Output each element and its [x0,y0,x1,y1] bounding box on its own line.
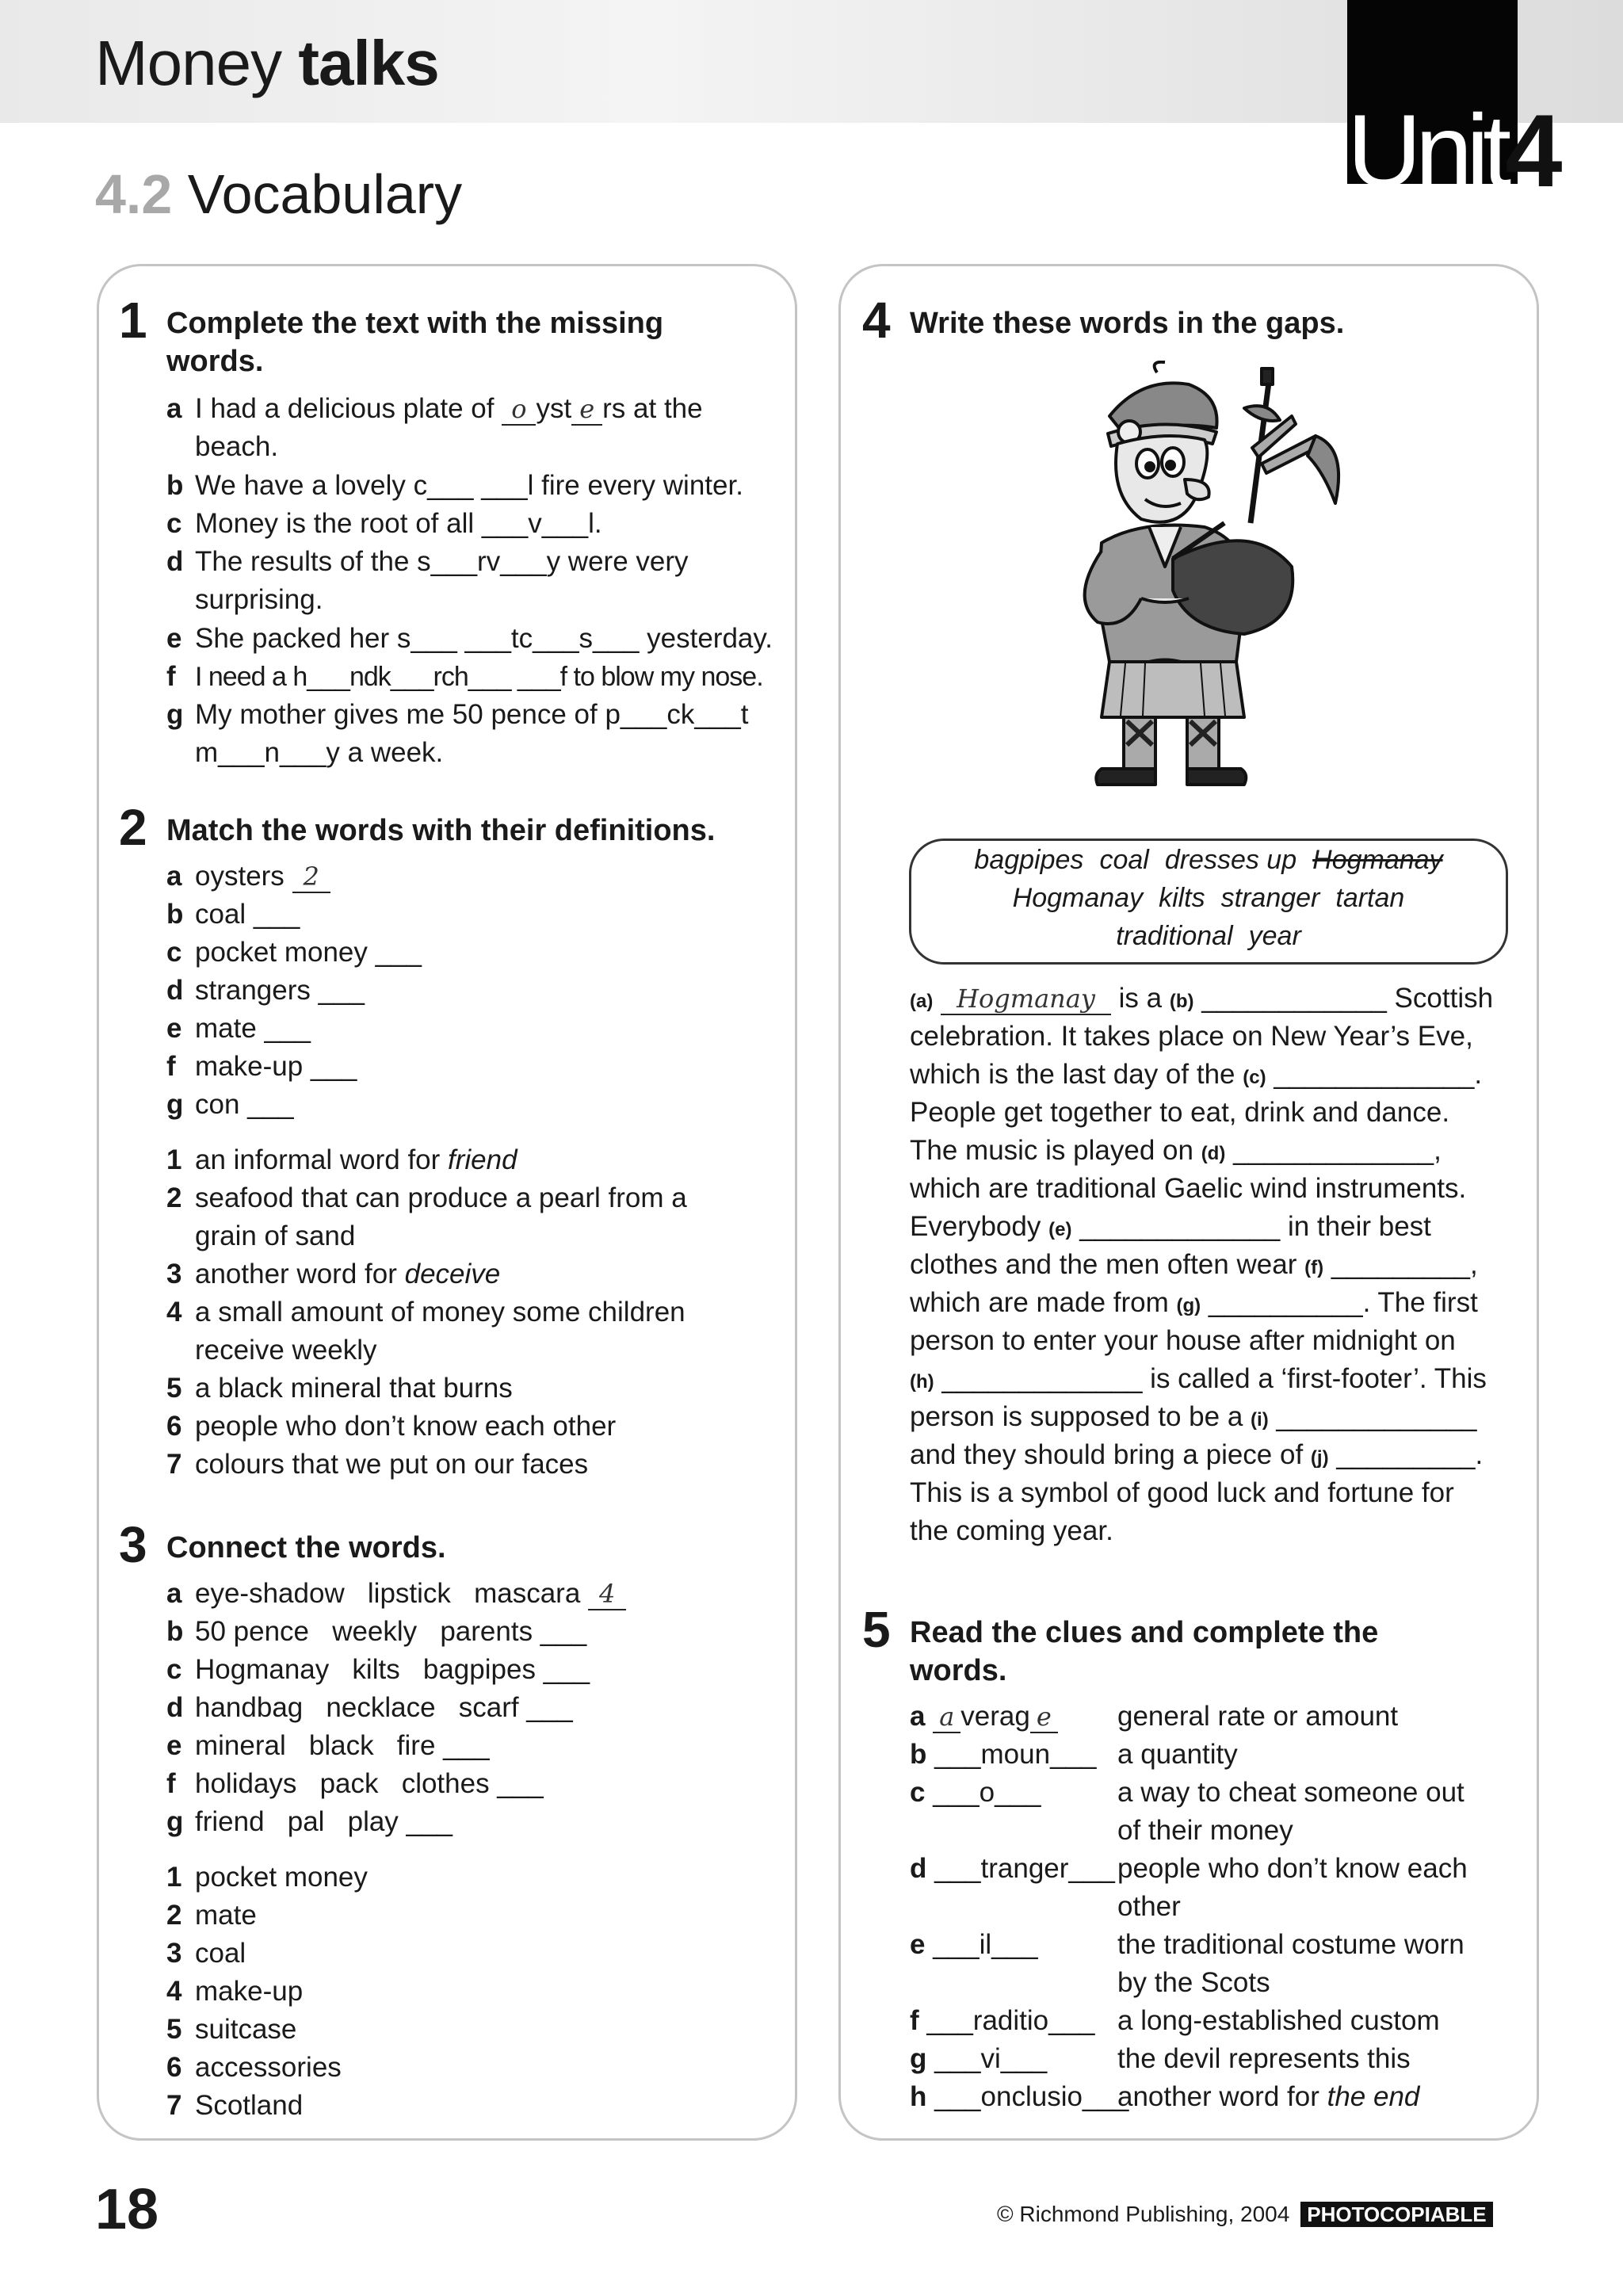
ex1-instruction: Complete the text with the missing words. [166,307,664,378]
ex4-word-box: bagpipes coal dresses up Hogmanay Hogmanay kilts stranger tartan traditional year [909,839,1508,965]
ex1-answer-2[interactable]: e [571,394,602,426]
struck-word: Hogmanay [1312,845,1443,875]
ex2-word-g[interactable]: con ___ [195,1089,294,1120]
ex3-option-5: suitcase [195,2014,297,2045]
ex4-number: 4 [862,292,891,349]
ex5-clue-b: a quantity [1117,1739,1238,1770]
ex4-gap-j[interactable]: _________. [1336,1439,1484,1470]
ex3-option-4: make-up [195,1976,304,2007]
bagpiper-illustration [1054,361,1355,804]
ex3-option-6: accessories [195,2052,342,2083]
ex2-def-2: seafood that can produce a pearl from a [195,1182,687,1213]
ex2-word-f[interactable]: make-up ___ [195,1051,357,1082]
ex5-clue-d: people who don’t know each [1117,1853,1468,1884]
ex2-def-6: people who don’t know each other [195,1411,617,1442]
page-title: Money talks [95,28,439,98]
ex4-gap-d[interactable]: _____________, [1233,1135,1442,1166]
ex3-option-7: Scotland [195,2090,304,2121]
ex1-answer-1[interactable]: o [502,394,536,426]
ex3-group-e[interactable]: mineral black fire ___ [195,1730,490,1761]
ex5-clue-e: the traditional costume worn [1117,1929,1465,1960]
ex5-word-g[interactable]: g ___vi___ [910,2043,1048,2074]
ex1-item-g[interactable]: My mother gives me 50 pence of p___ck___t [195,699,749,730]
ex5-clue-a: general rate or amount [1117,1701,1399,1732]
ex3-group-a[interactable]: eye-shadow lipstick mascara 4 [195,1575,626,1613]
ex3-instruction: Connect the words. [166,1531,446,1564]
photocopiable-badge: PHOTOCOPIABLE [1300,2202,1492,2227]
ex2-def-3: another word for deceive [195,1259,501,1289]
ex5-word-d[interactable]: d ___tranger___ [910,1853,1115,1884]
section-title: 4.2 Vocabulary [95,163,463,225]
unit-label: Unit4 [1347,93,1563,208]
ex2-number: 2 [119,799,147,856]
ex5-clue-h: another word for the end [1117,2081,1420,2112]
ex4-gap-i[interactable]: _____________ [1276,1401,1477,1432]
ex2-instruction: Match the words with their definitions. [166,814,716,847]
ex5-word-f[interactable]: f ___raditio___ [910,2005,1095,2036]
ex5-clue-c: a way to cheat someone out [1117,1777,1465,1808]
ex3-group-f[interactable]: holidays pack clothes ___ [195,1768,544,1799]
ex1-item-e[interactable]: She packed her s___ ___tc___s___ yesterday. [195,623,773,654]
ex4-gap-b[interactable]: ____________ Scottish [1201,983,1494,1014]
ex5-word-a[interactable]: a a verag e [910,1698,1058,1736]
ex1-item-f[interactable]: I need a h___ndk___rch___ ___f to blow my nose. [195,662,763,692]
ex3-answer-a[interactable]: 4 [588,1579,626,1610]
ex4-gap-a[interactable]: Hogmanay [941,984,1111,1015]
ex4-gap-e[interactable]: _____________ in their best [1079,1211,1431,1242]
ex2-def-7: colours that we put on our faces [195,1449,589,1480]
ex4-gap-c[interactable]: _____________. [1274,1059,1483,1090]
ex5-clue-g: the devil represents this [1117,2043,1411,2074]
ex2-def-4: a small amount of money some children [195,1297,685,1328]
ex3-option-3: coal [195,1938,246,1969]
ex5-word-b[interactable]: b ___moun___ [910,1739,1097,1770]
ex4-instruction: Write these words in the gaps. [910,307,1345,340]
copyright-footer: © Richmond Publishing, 2004 PHOTOCOPIABLE [997,2199,1493,2230]
ex2-answer-a[interactable]: 2 [292,861,330,893]
ex3-option-1: pocket money [195,1862,368,1893]
ex5-word-h[interactable]: h ___onclusio___ [910,2081,1129,2112]
ex3-option-2: mate [195,1900,257,1931]
ex3-group-d[interactable]: handbag necklace scarf ___ [195,1692,573,1723]
ex4-gap-g[interactable]: __________. The first [1208,1287,1478,1318]
ex4-gap-h[interactable]: _____________ is called a ‘first-footer’. This [941,1363,1487,1394]
ex5-word-c[interactable]: c ___o___ [910,1777,1041,1808]
ex4-gap-f[interactable]: _________, [1331,1249,1478,1280]
ex2-word-a[interactable]: oysters 2 [195,858,330,896]
ex1-item-b[interactable]: We have a lovely c___ ___l fire every winter. [195,470,743,501]
ex2-def-1: an informal word for friend [195,1144,517,1175]
ex2-word-c[interactable]: pocket money ___ [195,937,422,968]
ex1-item-d[interactable]: The results of the s___rv___y were very [195,546,689,577]
ex5-clue-f: a long-established custom [1117,2005,1440,2036]
ex5-number: 5 [862,1601,891,1658]
ex5-word-e[interactable]: e ___il___ [910,1929,1038,1960]
ex3-group-c[interactable]: Hogmanay kilts bagpipes ___ [195,1654,590,1685]
ex1-item-a: I had a delicious plate of o yst e rs at the [195,393,703,424]
ex1-number: 1 [119,292,147,349]
ex2-def-5: a black mineral that burns [195,1373,513,1404]
page-number: 18 [95,2178,159,2241]
ex1-item-c[interactable]: Money is the root of all ___v___l. [195,508,602,539]
ex3-group-g[interactable]: friend pal play ___ [195,1806,453,1837]
ex3-group-b[interactable]: 50 pence weekly parents ___ [195,1616,587,1647]
ex2-word-e[interactable]: mate ___ [195,1013,311,1044]
ex2-word-b[interactable]: coal ___ [195,899,300,930]
ex3-number: 3 [119,1516,147,1573]
ex5-instruction: Read the clues and complete the words. [910,1616,1379,1687]
ex2-word-d[interactable]: strangers ___ [195,975,365,1006]
